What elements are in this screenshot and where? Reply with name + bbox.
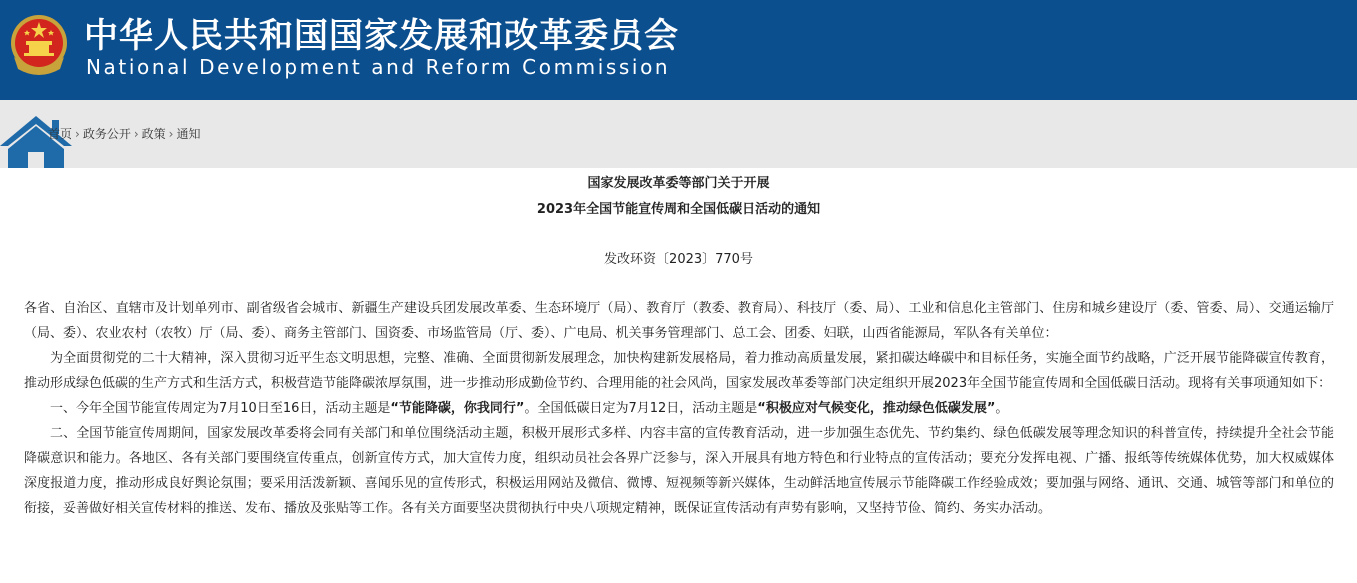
home-icon[interactable] [0,116,72,168]
addressee-paragraph: 各省、自治区、直辖市及计划单列市、副省级省会城市、新疆生产建设兵团发展改革委、生态环境厅（局）、教育厅（教委、教育局）、科技厅（委、局）、工业和信息化主管部门、住房和城乡建设厅（委、管委、局）、交通运输厅（局、委）、农业农村（农牧）厅（局、委）、商务主管部门、国资委、市场监管局（厅、委）、广电局、机关事务管理部门、总工会、团委、妇联，山西省能源局，军队各有关单位： [24,301,1334,341]
site-header [0,0,1357,100]
breadcrumb [48,126,201,142]
breadcrumb-notice-link[interactable]: 通知 [176,127,201,141]
breadcrumb-bar [0,100,1357,168]
intro-paragraph: 为全面贯彻党的二十大精神，深入贯彻习近平生态文明思想，完整、准确、全面贯彻新发展理念，加快构建新发展格局，着力推动高质量发展，紧扣碳达峰碳中和目标任务，实施全面节约战略，广泛开展节能降碳宣传教育，推动形成绿色低碳的生产方式和生活方式，积极营造节能降碳浓厚氛围，进一步推动形成勤俭节约、合理用能的社会风尚，国家发展改革委等部门决定组织开展2023年全国节能宣传周和全国低碳日活动。现将有关事项通知如下： [24,351,1334,391]
breadcrumb-gov-affairs-link[interactable]: 政务公开 [82,127,131,141]
item-2-paragraph: 二、全国节能宣传周期间，国家发展改革委将会同有关部门和单位围绕活动主题，积极开展形式多样、内容丰富的宣传教育活动，进一步加强生态优先、节约集约、绿色低碳发展等理念知识的科普宣传，持续提升全社会节能降碳意识和能力。各地区、各有关部门要围绕宣传重点，创新宣传方式，加大宣传力度，组织动员社会各界广泛参与，深入开展具有地方特色和行业特点的宣传活动；要充分发挥电视、广播、报纸等传统媒体优势，加大权威媒体深度报道力度，推动形成良好舆论氛围；要采用活泼新颖、喜闻乐见的宣传形式，积极运用网站及微信、微博、短视频等新兴媒体，生动鲜活地宣传展示节能降碳工作经验成效；要加强与网络、通讯、交通、城管等部门和单位的衔接，妥善做好相关宣传材料的推送、发布、播放及张贴等工作。各有关方面要坚决贯彻执行中央八项规定精神，既保证宣传活动有声势有影响，又坚持节俭、简约、务实办活动。 [24,426,1334,516]
national-emblem-icon[interactable] [8,13,70,79]
item-1-text: 。全国低碳日定为7月12日，活动主题是 [524,401,758,416]
breadcrumb-policy-link[interactable]: 政策 [141,127,166,141]
document-number: 发改环资〔2023〕770号 [604,252,753,267]
site-title-english[interactable]: National Development and Reform Commission [86,55,671,79]
low-carbon-day-theme: “积极应对气候变化，推动绿色低碳发展” [757,401,996,416]
site-title-chinese[interactable]: 中华人民共和国国家发展和改革委员会 [84,16,679,56]
document-title-line1: 国家发展改革委等部门关于开展 [587,176,770,191]
energy-week-theme: “节能降碳，你我同行” [390,401,525,416]
breadcrumb-separator: › [133,127,139,141]
breadcrumb-home-link[interactable]: 首页 [48,127,73,141]
item-1-paragraph [24,396,1334,421]
document-body [24,296,1334,521]
document-title-line2: 2023年全国节能宣传周和全国低碳日活动的通知 [536,202,821,217]
breadcrumb-separator: › [75,127,80,141]
item-1-text: 。 [995,401,1009,416]
breadcrumb-separator: › [168,127,174,141]
item-1-text: 一、今年全国节能宣传周定为7月10日至16日，活动主题是 [50,401,391,416]
